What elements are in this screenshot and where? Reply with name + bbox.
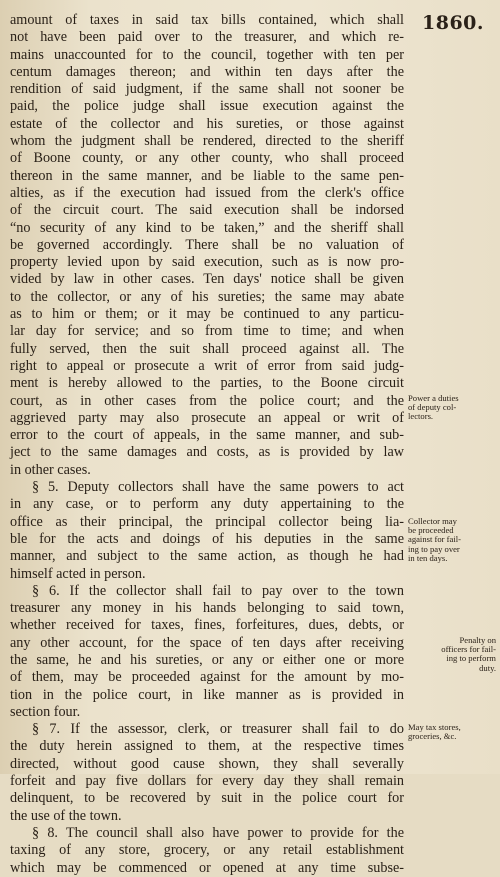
margin-note-line: Collector may <box>408 516 457 526</box>
body-line: property levied upon by said execution, such as is now pro- <box>10 254 404 271</box>
margin-note-line: officers for fail- <box>441 644 496 655</box>
body-line: rendition of said judgment, if the same shall not sooner be <box>10 81 404 98</box>
body-line: section four. <box>10 703 81 720</box>
margin-note-line: ing to pay over <box>408 543 460 554</box>
margin-note-line: of deputy col- <box>408 402 457 413</box>
body-line: error to the court of appeals, in the same manner, and sub- <box>10 427 404 444</box>
body-line: right to appeal or prosecute a writ of error from said judg- <box>10 357 404 374</box>
body-line: of the circuit court. The said execution shall be indorsed <box>10 202 404 219</box>
body-line: himself acted in person. <box>10 565 146 582</box>
body-line: the use of the town. <box>10 807 122 824</box>
margin-note-line: lectors. <box>408 411 434 422</box>
body-line: whether received for taxes, fines, forfeitures, dues, debts, or <box>10 617 404 634</box>
margin-note-line: Power a duties <box>408 393 459 403</box>
body-line: treasurer any money in his hands belonging to said town, <box>10 600 404 617</box>
body-line: § 8. The council shall also have power to provide for the <box>32 824 404 841</box>
body-line: the same, he and his sureties, or any or either one or more <box>10 651 404 668</box>
body-line: forfeit and pay five dollars for every day they shall remain <box>10 773 404 790</box>
margin-note <box>408 394 496 422</box>
margin-note <box>408 636 496 673</box>
margin-note-line: in ten days. <box>408 552 448 563</box>
body-line: paid, the police judge shall issue execution against the <box>10 98 404 115</box>
body-line: to the collector, or any of his sureties; the same may abate <box>10 288 404 305</box>
margin-note-line: ing to perform <box>446 653 496 664</box>
body-line: ble for the acts and doings of his deputies in the same <box>10 530 404 547</box>
body-line: thereon in the same manner, and be liable to the same pen- <box>10 167 404 184</box>
margin-note-line: May tax stores, <box>408 722 461 732</box>
margin-note-line: be proceeded <box>408 525 454 536</box>
body-line: centum damages thereon; and within ten days after the <box>10 63 404 80</box>
body-line: estate of the collector and his sureties, or those against <box>10 115 404 132</box>
body-line: of them, may be proceeded against for the amount by mo- <box>10 669 404 686</box>
body-line: lar day for service; and so from time to time; and when <box>10 323 404 340</box>
body-line: whom the judgment shall be rendered, directed to the sheriff <box>10 133 404 150</box>
body-line: § 5. Deputy collectors shall have the same powers to act <box>32 479 404 496</box>
body-line: aggrieved party may also prosecute an appeal or writ of <box>10 409 404 426</box>
body-line: as to him or them; or it may be continued to any particu- <box>10 306 404 323</box>
margin-note-line: duty. <box>479 662 496 673</box>
body-line: in any case, or to perform any duty appertaining to the <box>10 496 404 513</box>
body-line: delinquent, to be recovered by suit in the police court for <box>10 790 404 807</box>
body-line: directed, without good cause shown, they shall severally <box>10 755 404 772</box>
body-line: the duty herein assigned to them, at the respective times <box>10 738 404 755</box>
statute-body-text <box>10 12 404 877</box>
body-line: § 7. If the assessor, clerk, or treasurer shall fail to do <box>32 721 404 738</box>
margin-note-line: groceries, &c. <box>408 731 457 742</box>
body-line: “no security of any kind to be taken,” and the sheriff shall <box>10 219 404 236</box>
body-line: in other cases. <box>10 461 91 478</box>
body-line: office as their principal, the principal collector being lia- <box>10 513 404 530</box>
body-line: alties, as if the execution had issued from the clerk's office <box>10 184 404 201</box>
margin-note <box>408 517 496 563</box>
body-line: manner, and subject to the same action, as though he had <box>10 548 404 565</box>
body-line: taxing of any store, grocery, or any retail establishment <box>10 842 404 859</box>
body-line: § 6. If the collector shall fail to pay over to the town <box>32 582 404 599</box>
body-line: amount of taxes in said tax bills contained, which shall <box>10 12 404 28</box>
body-line: be governed accordingly. There shall be no valuation of <box>10 236 404 253</box>
body-line: ject to the same damages and costs, as is provided by law <box>10 444 404 461</box>
body-line: any other account, for the space of ten days after receiving <box>10 634 404 651</box>
body-line: not have been paid over to the treasurer, and which re- <box>10 29 404 46</box>
margin-note-line: Penalty on <box>459 635 496 645</box>
body-line: of Boone county, or any other county, who shall proceed <box>10 150 404 167</box>
body-line: which may be commenced or opened at any time subse- <box>10 859 404 876</box>
body-line: tion in the police court, in like manner as is provided in <box>10 686 404 703</box>
body-line: ment is hereby allowed to the parties, to the Boone circuit <box>10 375 404 392</box>
margin-note <box>408 723 496 741</box>
body-line: vided by law in other cases. Ten days' notice shall be given <box>10 271 404 288</box>
body-line: fully served, then the suit shall proceed against all. The <box>10 340 404 357</box>
body-line: court, as in other cases from the police court; and the <box>10 392 404 409</box>
page-year: 1860. <box>422 12 484 34</box>
margin-note-line: against for fail- <box>408 534 461 545</box>
body-line: mains unaccounted for to the council, together with ten per <box>10 46 404 63</box>
